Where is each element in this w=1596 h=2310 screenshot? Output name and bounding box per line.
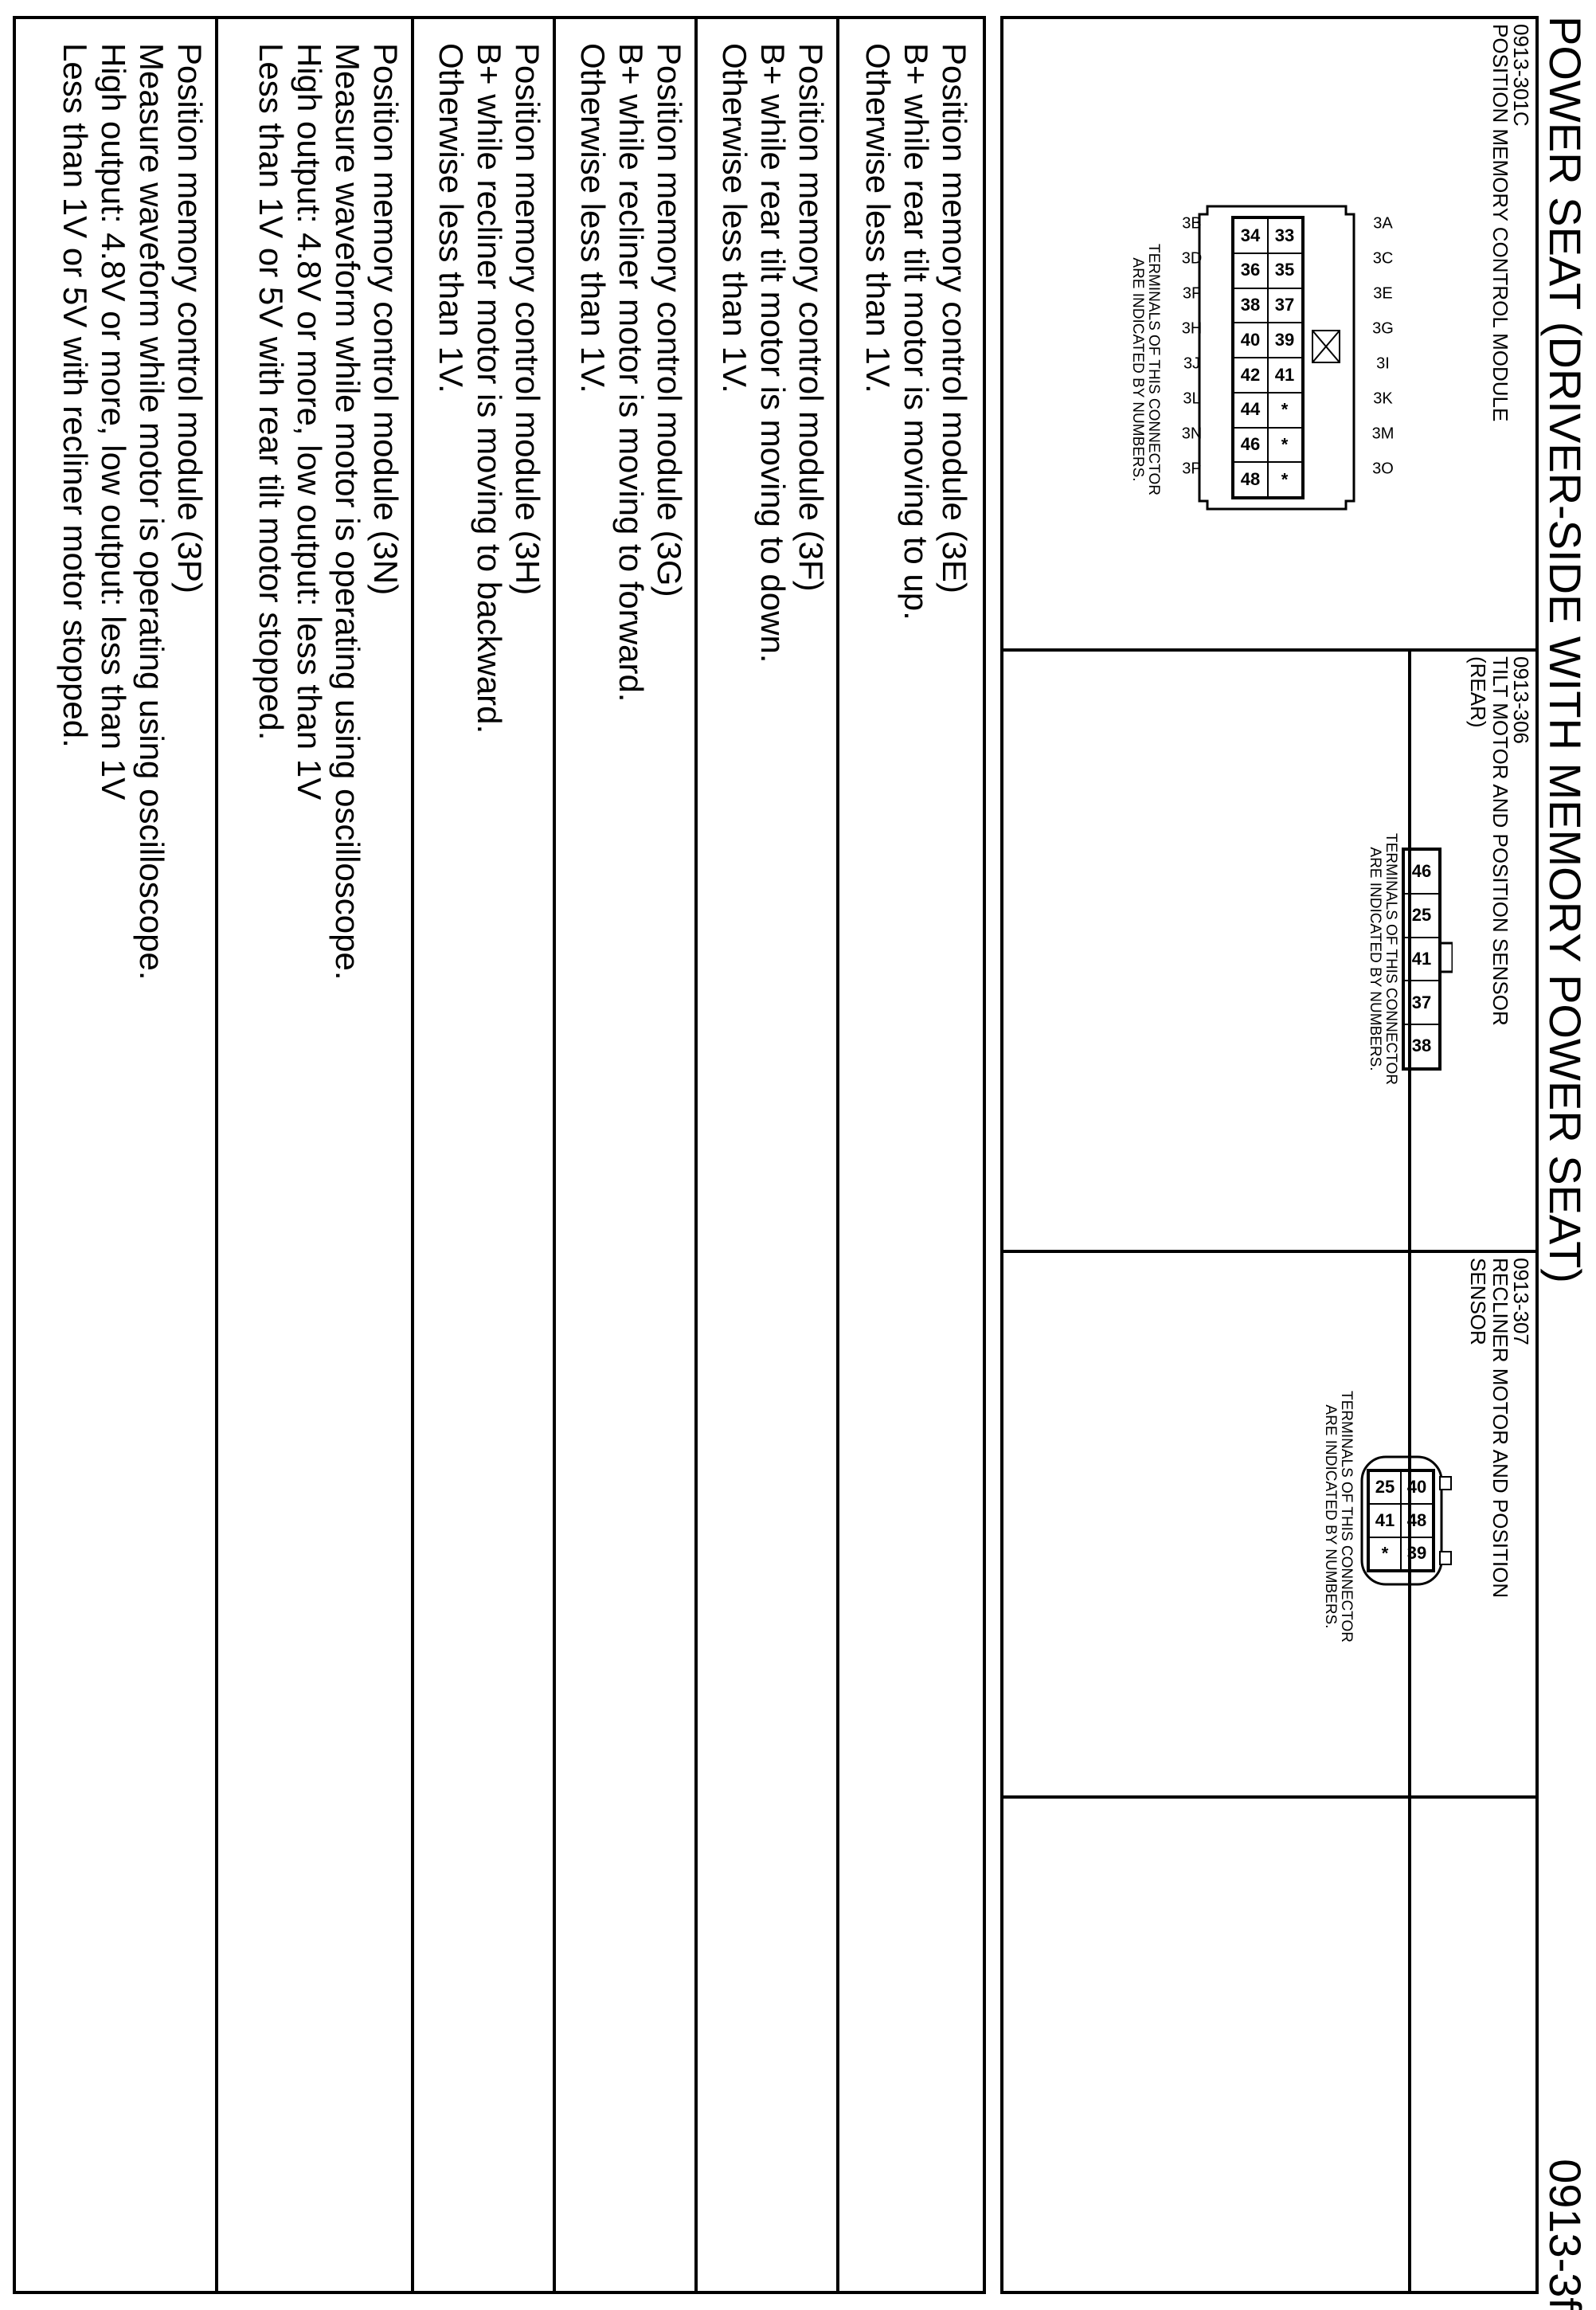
pin-cell: 25 (1404, 894, 1439, 938)
pin-cell: 41 (1268, 358, 1302, 393)
description-line: B+ while recliner motor is moving to backward. (471, 43, 508, 734)
pin-grid (1231, 216, 1305, 499)
terminal-label: 3M (1371, 425, 1395, 443)
connector-code: 0913-301C (1509, 24, 1533, 127)
terminal-label: 3E (1373, 284, 1393, 303)
description-table (13, 16, 986, 2294)
connector-note: TERMINALS OF THIS CONNECTOR ARE INDICATED BY NUMBERS. (1322, 1391, 1355, 1642)
terminal-label: 3F (1182, 284, 1202, 303)
description-line: Position memory control module (3G) (651, 43, 688, 597)
pin-cell: 38 (1234, 288, 1268, 323)
description-line: Otherwise less than 1V. (432, 43, 470, 393)
description-line: Position memory control module (3F) (792, 43, 830, 592)
pin-cell: 46 (1234, 428, 1268, 463)
pin-cell: 25 (1369, 1471, 1401, 1504)
pin-cell: 40 (1401, 1471, 1433, 1504)
connector-name: POSITION MEMORY CONTROL MODULE (1488, 24, 1512, 422)
pin-cell: 35 (1268, 253, 1302, 288)
terminal-label: 3C (1372, 249, 1394, 268)
description-line: Less than 1V or 5V with rear tilt motor stopped. (252, 43, 290, 741)
description-line: Less than 1V or 5V with recliner motor stopped. (57, 43, 94, 748)
pin-cell: 37 (1404, 981, 1439, 1024)
connector-301c-drawing (1153, 190, 1416, 525)
terminal-label: 3G (1372, 319, 1394, 338)
terminal-label: 3O (1372, 460, 1394, 478)
pin-cell: 42 (1234, 358, 1268, 393)
description-line: Position memory control module (3N) (367, 43, 405, 596)
page-title: POWER SEAT (DRIVER-SIDE WITH MEMORY POWER SEAT) (1540, 16, 1590, 1283)
divider (1003, 1795, 1535, 1799)
connector-code: 0913-307 (1509, 1258, 1533, 1345)
pin-cell: * (1268, 462, 1302, 497)
pin-cell: 48 (1234, 462, 1268, 497)
pin-cell: 33 (1268, 218, 1302, 253)
divider (694, 19, 698, 2291)
description-line: Otherwise less than 1V. (716, 43, 753, 393)
pin-cell: 44 (1234, 393, 1268, 428)
description-line: High output: 4.8V or more, low output: less than 1V (95, 43, 132, 801)
terminal-label: 3D (1181, 249, 1203, 268)
terminal-label: 3A (1373, 214, 1393, 233)
pin-cell: 37 (1268, 288, 1302, 323)
pin-cell: 46 (1404, 850, 1439, 894)
terminal-label: 3L (1183, 390, 1201, 408)
connector-code: 0913-306 (1509, 656, 1533, 744)
pin-cell: 39 (1401, 1537, 1433, 1570)
terminal-label: 3H (1181, 319, 1203, 338)
description-line: Position memory control module (3H) (509, 43, 546, 596)
pin-cell: * (1268, 393, 1302, 428)
connector-table (1000, 16, 1539, 2294)
divider (836, 19, 839, 2291)
description-line: Otherwise less than 1V. (574, 43, 612, 393)
terminal-label: 3J (1183, 354, 1201, 373)
terminal-label: 3P (1182, 460, 1202, 478)
pin-cell: 36 (1234, 253, 1268, 288)
terminal-label: 3B (1182, 214, 1202, 233)
terminal-label: 3I (1376, 354, 1390, 373)
pin-cell: 34 (1234, 218, 1268, 253)
divider (1003, 1250, 1535, 1253)
pin-cell: 39 (1268, 323, 1302, 358)
divider (215, 19, 218, 2291)
pin-grid (1367, 1469, 1435, 1572)
pin-cell: 48 (1401, 1504, 1433, 1537)
description-line: Otherwise less than 1V. (859, 43, 897, 393)
terminal-label: 3K (1373, 390, 1393, 408)
description-line: B+ while rear tilt motor is moving to down. (754, 43, 792, 664)
connector-note: TERMINALS OF THIS CONNECTOR ARE INDICATED BY NUMBERS. (1367, 833, 1399, 1085)
description-line: Measure waveform while motor is operating using oscilloscope. (133, 43, 170, 981)
page-code: 0913-3f (1540, 2159, 1590, 2310)
pin-cell: 38 (1404, 1024, 1439, 1068)
pin-cell: 40 (1234, 323, 1268, 358)
pin-grid (1402, 848, 1441, 1071)
pin-cell: 41 (1369, 1504, 1401, 1537)
connector-note: TERMINALS OF THIS CONNECTOR ARE INDICATED BY NUMBERS. (1129, 244, 1162, 495)
description-line: Position memory control module (3E) (936, 43, 973, 593)
pin-cell: 41 (1404, 938, 1439, 981)
divider (411, 19, 414, 2291)
description-line: Measure waveform while motor is operating using oscilloscope. (329, 43, 366, 981)
description-line: High output: 4.8V or more, low output: less than 1V (291, 43, 328, 801)
divider (1003, 648, 1535, 652)
terminal-label: 3N (1181, 425, 1203, 443)
connector-307-drawing (1357, 1445, 1453, 1596)
description-line: Position memory control module (3P) (171, 43, 209, 593)
pin-cell: * (1369, 1537, 1401, 1570)
pin-cell: * (1268, 428, 1302, 463)
description-line: B+ while recliner motor is moving to forward. (612, 43, 650, 703)
connector-name: TILT MOTOR AND POSITION SENSOR (REAR) (1466, 656, 1512, 1026)
connector-name: RECLINER MOTOR AND POSITION SENSOR (1466, 1258, 1512, 1599)
divider (553, 19, 556, 2291)
description-line: B+ while rear tilt motor is moving to up. (898, 43, 935, 621)
